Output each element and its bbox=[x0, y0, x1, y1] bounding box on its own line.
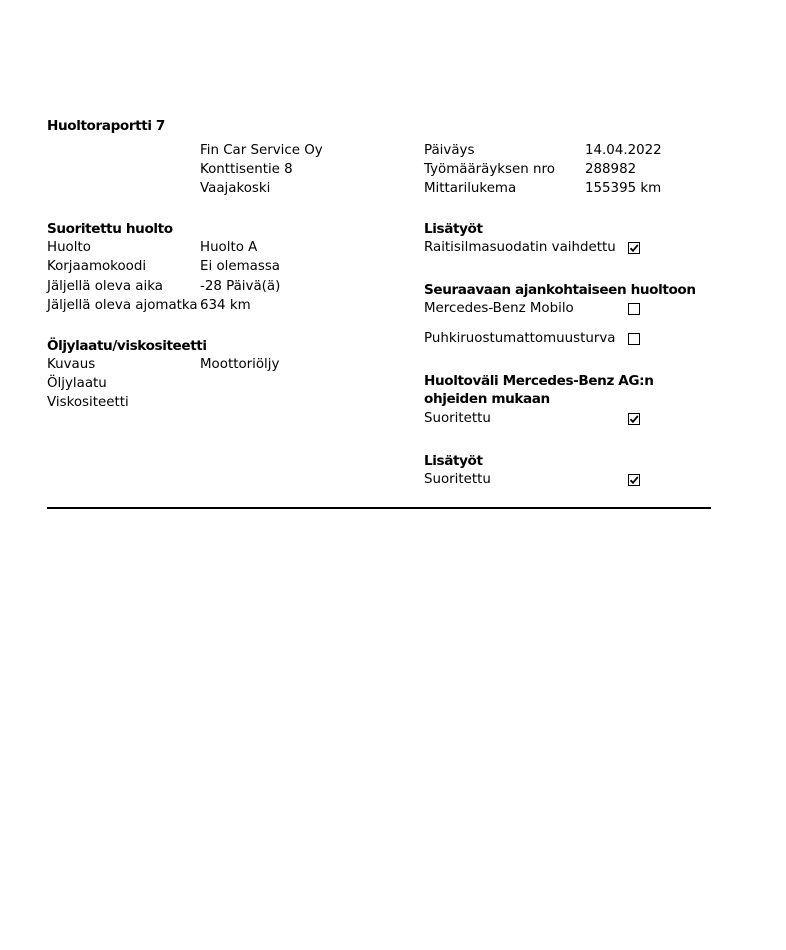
odometer-value: 155395 km bbox=[585, 181, 662, 196]
workshop-code-label: Korjaamokoodi bbox=[47, 259, 147, 274]
interval-heading: Huoltoväli Mercedes-Benz AG:n ohjeiden mukaan bbox=[424, 373, 654, 407]
checkmark-icon bbox=[629, 475, 639, 485]
service-label: Huolto bbox=[47, 240, 91, 255]
checkmark-icon bbox=[629, 243, 639, 253]
service-value: Huolto A bbox=[200, 240, 258, 255]
work-order-label: Työmääräyksen nro bbox=[424, 162, 555, 177]
checkmark-icon bbox=[629, 414, 639, 424]
oil-quality-label: Öljylaatu bbox=[47, 376, 107, 391]
work-order-value: 288982 bbox=[585, 162, 637, 177]
rust-warranty-checkbox[interactable] bbox=[628, 333, 640, 345]
additional-work-2-done-checkbox[interactable] bbox=[628, 474, 640, 486]
mobilo-checkbox[interactable] bbox=[628, 303, 640, 315]
remaining-distance-value: 634 km bbox=[200, 298, 251, 313]
viscosity-label: Viskositeetti bbox=[47, 395, 129, 410]
date-value: 14.04.2022 bbox=[585, 143, 662, 158]
air-filter-checkbox[interactable] bbox=[628, 242, 640, 254]
oil-description-label: Kuvaus bbox=[47, 357, 96, 372]
additional-work-2-heading: Lisätyöt bbox=[424, 453, 483, 469]
performed-service-heading: Suoritettu huolto bbox=[47, 221, 173, 237]
company-name: Fin Car Service Oy bbox=[200, 143, 323, 158]
rust-warranty-label: Puhkiruostumattomuusturva bbox=[424, 331, 616, 346]
workshop-code-value: Ei olemassa bbox=[200, 259, 280, 274]
remaining-time-value: -28 Päivä(ä) bbox=[200, 279, 281, 294]
interval-done-checkbox[interactable] bbox=[628, 413, 640, 425]
mobilo-label: Mercedes-Benz Mobilo bbox=[424, 301, 574, 316]
remaining-time-label: Jäljellä oleva aika bbox=[47, 279, 163, 294]
air-filter-label: Raitisilmasuodatin vaihdettu bbox=[424, 240, 616, 255]
bottom-divider bbox=[47, 507, 711, 509]
oil-heading: Öljylaatu/viskositeetti bbox=[47, 338, 207, 354]
additional-work-2-done-label: Suoritettu bbox=[424, 472, 491, 487]
additional-work-heading: Lisätyöt bbox=[424, 221, 483, 237]
date-label: Päiväys bbox=[424, 143, 475, 158]
company-city: Vaajakoski bbox=[200, 181, 271, 196]
report-title: Huoltoraportti 7 bbox=[47, 118, 165, 134]
company-street: Konttisentie 8 bbox=[200, 162, 293, 177]
remaining-distance-label: Jäljellä oleva ajomatka bbox=[47, 298, 198, 313]
next-service-heading: Seuraavaan ajankohtaiseen huoltoon bbox=[424, 282, 696, 298]
odometer-label: Mittarilukema bbox=[424, 181, 517, 196]
oil-description-value: Moottoriöljy bbox=[200, 357, 280, 372]
interval-done-label: Suoritettu bbox=[424, 411, 491, 426]
